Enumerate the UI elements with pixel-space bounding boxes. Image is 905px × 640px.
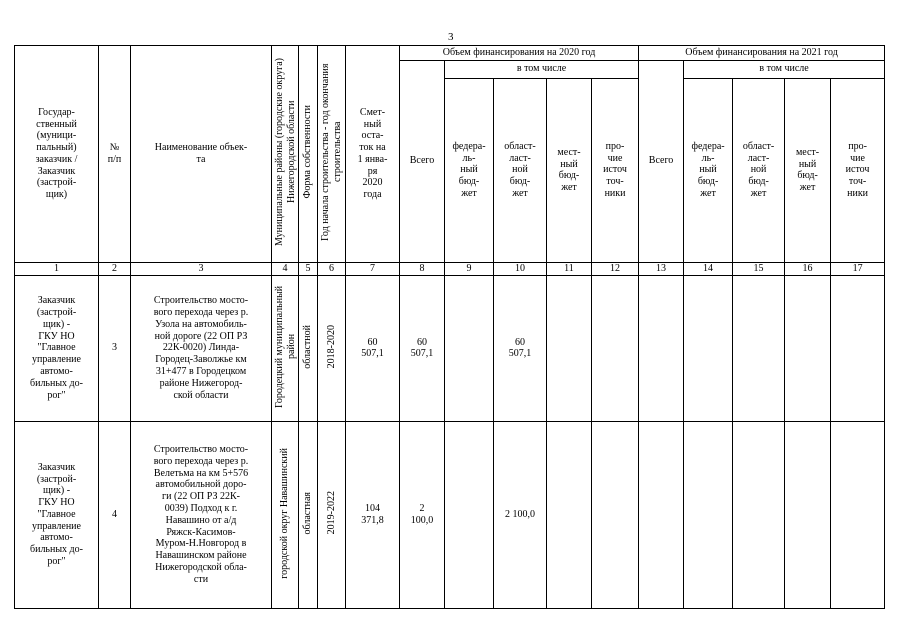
table-row: [15, 275, 885, 421]
header-federal-2020: федера- ль- ный бюд- жет: [445, 78, 494, 262]
column-number: 3: [131, 262, 272, 275]
cell-total-2020: 2 100,0: [400, 421, 445, 608]
column-number: 2: [99, 262, 131, 275]
cell-no: 3: [99, 275, 131, 421]
cell-regional-2021: [733, 275, 785, 421]
header-local-2021: мест- ный бюд- жет: [785, 78, 831, 262]
column-number: 4: [272, 262, 299, 275]
header-total-2020: Всего: [400, 60, 445, 262]
cell-other-2021: [831, 421, 885, 608]
cell-other-2020: [592, 275, 639, 421]
cell-total-2021: [639, 421, 684, 608]
cell-local-2020: [547, 275, 592, 421]
column-number: 11: [547, 262, 592, 275]
column-number: 16: [785, 262, 831, 275]
header-row-1: [15, 46, 885, 61]
column-number: 10: [494, 262, 547, 275]
financing-table: [14, 45, 885, 609]
header-fin-2021: Объем финансирования на 2021 год: [639, 46, 885, 61]
cell-customer: Заказчик (застрой- щик) - ГКУ НО "Главное управление автомо- бильных до- рог": [15, 421, 99, 608]
column-number: 15: [733, 262, 785, 275]
cell-object-name: Строительство мосто- вого перехода через р. Узола на автомобиль- ной дороге (22 ОП РЗ 22К-0020) Линда- Городец-Заволжье км 31+477 в Городецком районе Нижегород- ской области: [131, 275, 272, 421]
cell-ownership: областной: [299, 275, 318, 421]
cell-balance: 104 371,8: [346, 421, 400, 608]
column-number: 14: [684, 262, 733, 275]
cell-balance: 60 507,1: [346, 275, 400, 421]
cell-other-2020: [592, 421, 639, 608]
table-row: [15, 421, 885, 608]
header-regional-2021: област- ласт- ной бюд- жет: [733, 78, 785, 262]
header-customer: Государ- ственный (муници- пальный) заказчик / Заказчик (застрой- щик): [15, 46, 99, 263]
header-other-2021: про- чие источ точ- ники: [831, 78, 885, 262]
header-years: Год начала строительства - год окончания строительства: [318, 46, 346, 263]
cell-federal-2021: [684, 275, 733, 421]
cell-years: 2018-2020: [318, 275, 346, 421]
cell-ownership: областная: [299, 421, 318, 608]
cell-local-2021: [785, 421, 831, 608]
cell-district: городской округ Навашинский: [272, 421, 299, 608]
column-number: 12: [592, 262, 639, 275]
header-balance: Смет- ный оста- ток на 1 янва- ря 2020 года: [346, 46, 400, 263]
cell-regional-2021: [733, 421, 785, 608]
header-ownership: Форма собственности: [299, 46, 318, 263]
column-number: 1: [15, 262, 99, 275]
cell-federal-2020: [445, 421, 494, 608]
column-number: 5: [299, 262, 318, 275]
header-local-2020: мест- ный бюд- жет: [547, 78, 592, 262]
header-federal-2021: федера- ль- ный бюд- жет: [684, 78, 733, 262]
column-number: 17: [831, 262, 885, 275]
header-including-2020: в том числе: [445, 60, 639, 78]
cell-total-2020: 60 507,1: [400, 275, 445, 421]
header-no: № п/п: [99, 46, 131, 263]
cell-district: Городецкий муниципальный район: [272, 275, 299, 421]
header-other-2020: про- чие источ точ- ники: [592, 78, 639, 262]
cell-years: 2019-2022: [318, 421, 346, 608]
cell-federal-2020: [445, 275, 494, 421]
cell-local-2020: [547, 421, 592, 608]
page-number: 3: [448, 31, 454, 43]
header-including-2021: в том числе: [684, 60, 885, 78]
cell-federal-2021: [684, 421, 733, 608]
cell-total-2021: [639, 275, 684, 421]
cell-other-2021: [831, 275, 885, 421]
cell-no: 4: [99, 421, 131, 608]
cell-local-2021: [785, 275, 831, 421]
cell-regional-2020: 60 507,1: [494, 275, 547, 421]
header-total-2021: Всего: [639, 60, 684, 262]
cell-customer: Заказчик (застрой- щик) - ГКУ НО "Главное управление автомо- бильных до- рог": [15, 275, 99, 421]
header-fin-2020: Объем финансирования на 2020 год: [400, 46, 639, 61]
cell-object-name: Строительство мосто- вого перехода через р. Велетьма на км 5+576 автомобильной доро- ги (22 ОП РЗ 22К- 0039) Подход к г. Навашино от а/д Ряжск-Касимов- Муром-Н.Новгород в Навашинском районе Нижегородской обла- сти: [131, 421, 272, 608]
header-regional-2020: област- ласт- ной бюд- жет: [494, 78, 547, 262]
column-number: 7: [346, 262, 400, 275]
column-number: 6: [318, 262, 346, 275]
column-number: 8: [400, 262, 445, 275]
column-number: 9: [445, 262, 494, 275]
header-object-name: Наименование объек- та: [131, 46, 272, 263]
cell-regional-2020: 2 100,0: [494, 421, 547, 608]
column-number: 13: [639, 262, 684, 275]
column-number-row: [15, 262, 885, 275]
header-districts: Муниципальные районы (городские округа) Нижегородской области: [272, 46, 299, 263]
